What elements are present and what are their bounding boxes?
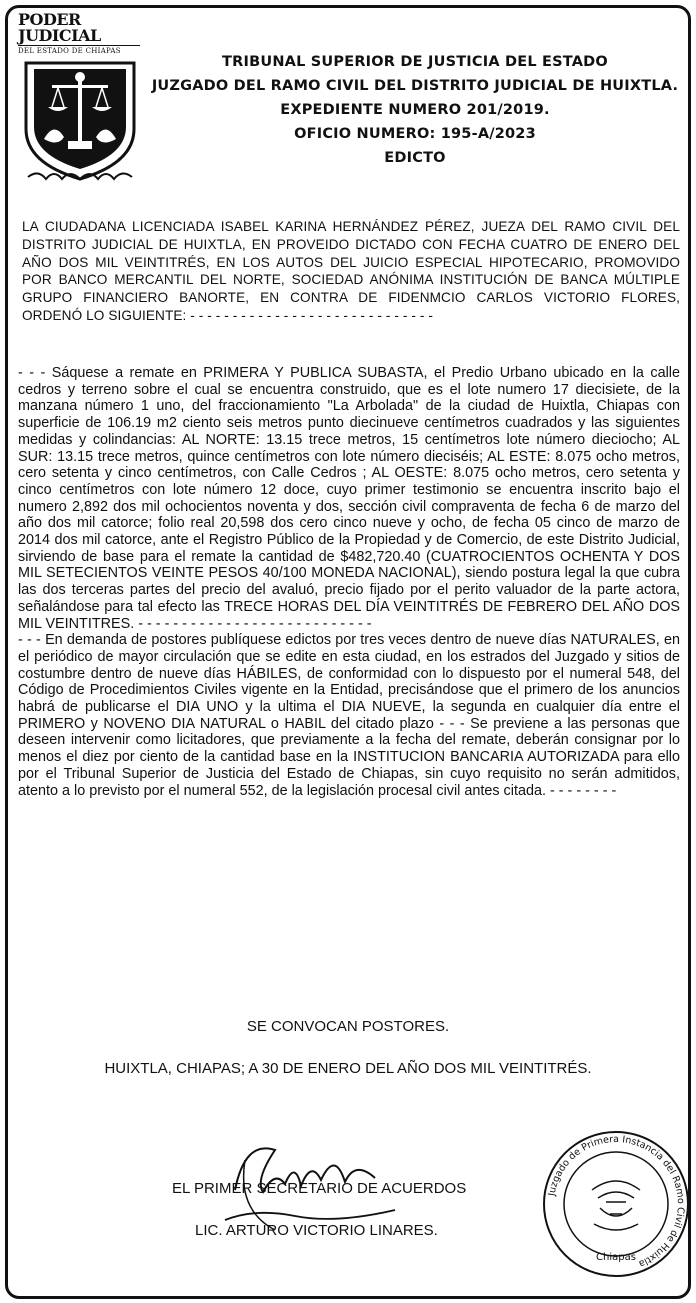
convocation-line: SE CONVOCAN POSTORES.	[246, 1018, 450, 1035]
document-type: EDICTO	[384, 150, 446, 166]
court-subtitle: JUZGADO DEL RAMO CIVIL DEL DISTRITO JUDICIAL DE HUIXTLA.	[151, 78, 679, 94]
publication-paragraph: - - - En demanda de postores publíquese edictos por tres veces dentro de nueve días NATURALES, en el periódico de mayor circulación que se edite en esta ciudad, en los estrados del Juzgado y sitios de costumbre dentro de nueve días HÁBILES, de conformidad con lo dispuesto por el numeral 548, del Código de Procedimientos Civiles vigente en la Entidad, precisándose que el primero de los anuncios habrá de publicarse el DIA UNO y la ultima el DIA NUEVE, la segunda en cualquier día entre el PRIMERO y NOVENO DIA NATURAL o HABIL del citado plazo - - - Se previene a las personas que deseen intervenir como licitadores, que previamente a la fecha del remate, deberán consignar por lo menos el diez por ciento de la cantidad base en la INSTITUCION BANCARIA AUTORIZADA para ello por el Tribunal Superior de Justicia del Estado de Chiapas, sin cuyo requisito no serán admitidos, atento a lo previsto por el numeral 552, de la legislación procesal civil antes citada. - - - - - - - -	[18, 632, 680, 799]
poder-judicial-logo	[18, 12, 142, 172]
svg-text:Juzgado de Primera Instancia d: Juzgado de Primera Instancia del Ramo Civil de Huixtla	[546, 1133, 687, 1270]
place-date-line: HUIXTLA, CHIAPAS; A 30 DE ENERO DEL AÑO DOS MIL VEINTITRÉS.	[104, 1060, 592, 1077]
signer-name: LIC. ARTURO VICTORIO LINARES.	[195, 1222, 438, 1239]
logo-title: PODER JUDICIAL	[18, 10, 101, 45]
edict-body	[18, 365, 680, 799]
svg-text:Chiapas: Chiapas	[596, 1252, 636, 1263]
court-title: TRIBUNAL SUPERIOR DE JUSTICIA DEL ESTADO	[222, 54, 608, 70]
office-number: OFICIO NUMERO: 195-A/2023	[294, 126, 536, 142]
coat-of-arms-icon	[18, 59, 142, 187]
logo-subtitle: DEL ESTADO DE CHIAPAS	[18, 45, 140, 55]
auction-paragraph: - - - Sáquese a remate en PRIMERA Y PUBLICA SUBASTA, el Predio Urbano ubicado en la calle cedros y terreno sobre el cual se encuentra construido, que es el lote numero 17 diecisiete, de la manzana número 1 uno, del fraccionamiento "La Arbolada" de la ciudad de Huixtla, Chiapas con superficie de 106.19 m2 ciento seis metros punto diecinueve centímetros cuadrados y las siguientes medidas y colindancias: AL NORTE: 13.15 trece metros, 15 centímetros lote número dieciocho; AL SUR: 13.15 trece metros, quince centímetros con lote número dieciséis; AL ESTE: 8.075 ocho metros, cero setenta y cinco centímetros, con Calle Cedros ; AL OESTE: 8.075 ocho metros, cero setenta y cinco centímetros con lote número 12 doce, cuyo primer testimonio se encuentra inscrito bajo el numero 2,892 dos mil ochocientos noventa y dos, sección civil compraventa de fecha 6 de marzo del año dos mil catorce; folio real 20,598 dos cero cinco nueve y ocho, de fecha 05 cinco de marzo de 2014 dos mil catorce, ante el Registro Público de la Propiedad y de Comercio, de este Distrito Judicial, sirviendo de base para el remate la cantidad de $482,720.40 (CUATROCIENTOS OCHENTA Y DOS MIL SETECIENTOS VEINTE PESOS 40/100 MONEDA NACIONAL), siendo postura legal la que cubra las dos terceras partes del precio del avaluó, precio fijado por el perito valuador de la parte actora, señalándose para tal efecto las TRECE HORAS DEL DÍA VEINTITRÉS DE FEBRERO DEL AÑO DOS MIL VEINTITRES. - - - - - - - - - - - - - - - - - - - - - - - - - - -	[18, 365, 680, 632]
document-header	[150, 50, 680, 170]
court-seal-stamp-icon	[540, 1128, 692, 1280]
intro-paragraph: LA CIUDADANA LICENCIADA ISABEL KARINA HERNÁNDEZ PÉREZ, JUEZA DEL RAMO CIVIL DEL DISTRITO JUDICIAL DE HUIXTLA, EN PROVEIDO DICTADO CON FECHA CUATRO DE ENERO DEL AÑO DOS MIL VEINTITRÉS, EN LOS AUTOS DEL JUICIO ESPECIAL HIPOTECARIO, PROMOVIDO POR BANCO MERCANTIL DEL NORTE, SOCIEDAD ANÓNIMA INSTITUCIÓN DE BANCA MÚLTIPLE GRUPO FINANCIERO BANORTE, EN CONTRA DE FIDENMCIO CARLOS VICTORIO FLORES, ORDENÓ LO SIGUIENTE: - - - - - - - - - - - - - - - - - - - - - - - - - - - - -	[22, 219, 680, 323]
signer-role: EL PRIMER SECRETARIO DE ACUERDOS	[172, 1180, 467, 1197]
case-number: EXPEDIENTE NUMERO 201/2019.	[280, 102, 550, 118]
